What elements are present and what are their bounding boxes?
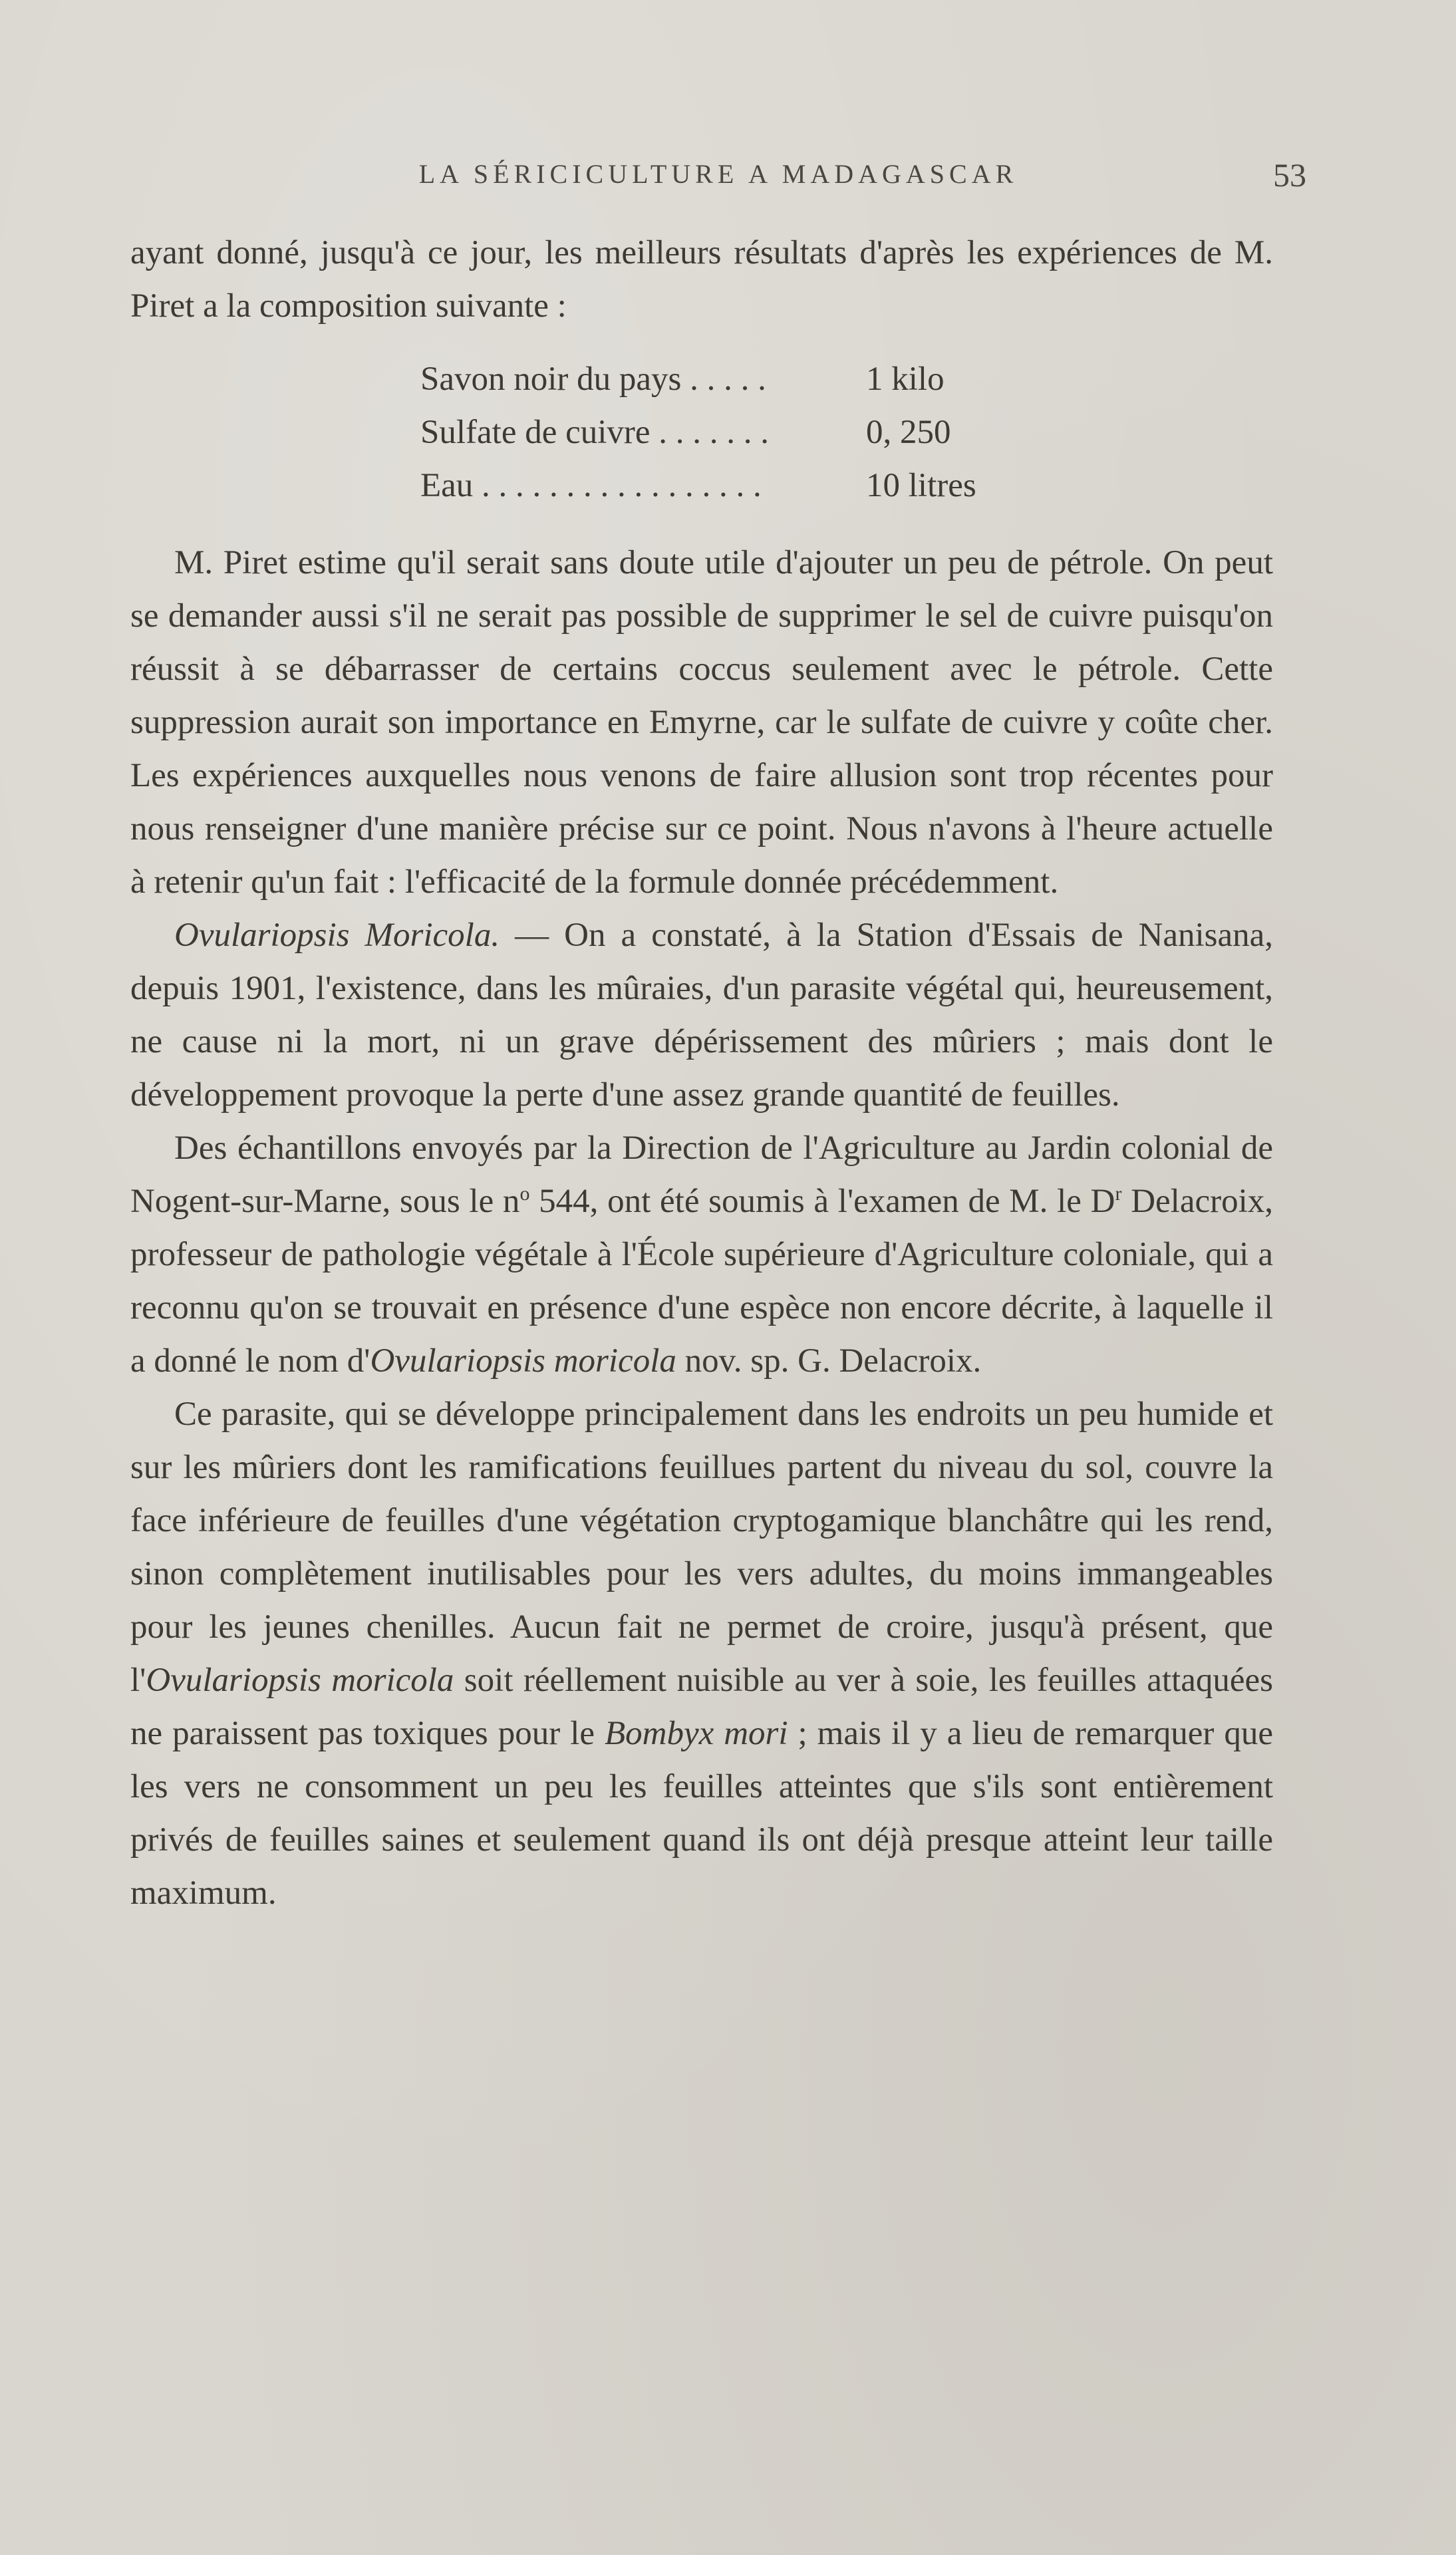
species-name: Ovulariopsis moricola	[370, 1342, 676, 1380]
running-title: LA SÉRICICULTURE A MADAGASCAR	[418, 159, 1018, 189]
page-body	[130, 226, 1273, 1920]
formula-row	[420, 459, 1072, 512]
paragraph-piret: M. Piret estime qu'il serait sans doute utile d'ajouter un peu de pétrole. On peut se demander aussi s'il ne serait pas possible de supprimer le sel de cuivre puisqu'on réussit à se débarrasser de certains coccus seulement avec le pétrole. Cette suppression aurait son importance en Emyrne, car le sulfate de cuivre y coûte cher. Les expériences auxquelles nous venons de faire allusion sont trop récentes pour nous renseigner d'une manière précise sur ce point. Nous n'avons à l'heure actuelle à retenir qu'un fait : l'efficacité de la formule donnée précédemment.	[130, 544, 1273, 901]
formula-quantity: 0, 250	[866, 414, 951, 451]
species-name: Bombyx mori	[604, 1715, 788, 1752]
paragraph-parasite: Ce parasite, qui se développe principalement dans les endroits un peu humide et sur les mûriers dont les ramifications feuillues partent du niveau du sol, couvre la face inférieure de feuilles d'une végétation cryptogamique blanchâtre qui les rend, sinon complètement inutilisables pour les vers adultes, du moins immangeables pour les jeunes chenilles. Aucun fait ne permet de croire, jusqu'à présent, que l'Ovulariopsis moricola soit réellement nuisible au ver à soie, les feuilles attaquées ne paraissent pas toxiques pour le Bombyx mori ; mais il y a lieu de remarquer que les vers ne consomment un peu les feuilles atteintes que s'ils sont entièrement privés de feuilles saines et seulement quand ils ont déjà presque atteint leur taille maximum.	[130, 1396, 1273, 1912]
intro-paragraph: ayant donné, jusqu'à ce jour, les meilleurs résultats d'après les expériences de M. Piret a la composition suivante :	[130, 234, 1273, 325]
paragraph-ovulariopsis: Ovulariopsis Moricola. — On a constaté, à la Station d'Essais de Nanisana, depuis 1901, l'existence, dans les mûraies, d'un parasite végétal qui, heureusement, ne cause ni la mort, ni un grave dépérissement des mûriers ; mais dont le développement provoque la perte d'une assez grande quantité de feuilles.	[130, 917, 1274, 1114]
formula-ingredient: Eau . . . . . . . . . . . . . . . . .	[420, 467, 762, 504]
species-name: Ovulariopsis moricola	[146, 1662, 454, 1699]
formula-row	[420, 406, 1072, 459]
paragraph-echantillons: Des échantillons envoyés par la Direction de l'Agriculture au Jardin colonial de Nogent-sur-Marne, sous le $n^o$ 544, ont été soumis à l'examen de M. le $D^r$ Delacroix, professeur de pathologie végétale à l'École supérieure d'Agriculture coloniale, qui a reconnu qu'on se trouvait en présence d'une espèce non encore décrite, à laquelle il a donné le nom d'Ovulariopsis moricola nov. sp. G. Delacroix.	[130, 1129, 1274, 1380]
section-title: Ovulariopsis Moricola.	[174, 917, 500, 954]
page-number: 53	[1273, 156, 1306, 194]
formula-quantity: 1 kilo	[866, 361, 945, 398]
page-header	[130, 158, 1306, 198]
formula-ingredient: Savon noir du pays . . . . .	[420, 361, 766, 398]
formula-row	[420, 353, 1072, 406]
formula-quantity: 10 litres	[866, 467, 976, 504]
formula-ingredient: Sulfate de cuivre . . . . . . .	[420, 414, 770, 451]
formula-table	[420, 353, 1072, 512]
